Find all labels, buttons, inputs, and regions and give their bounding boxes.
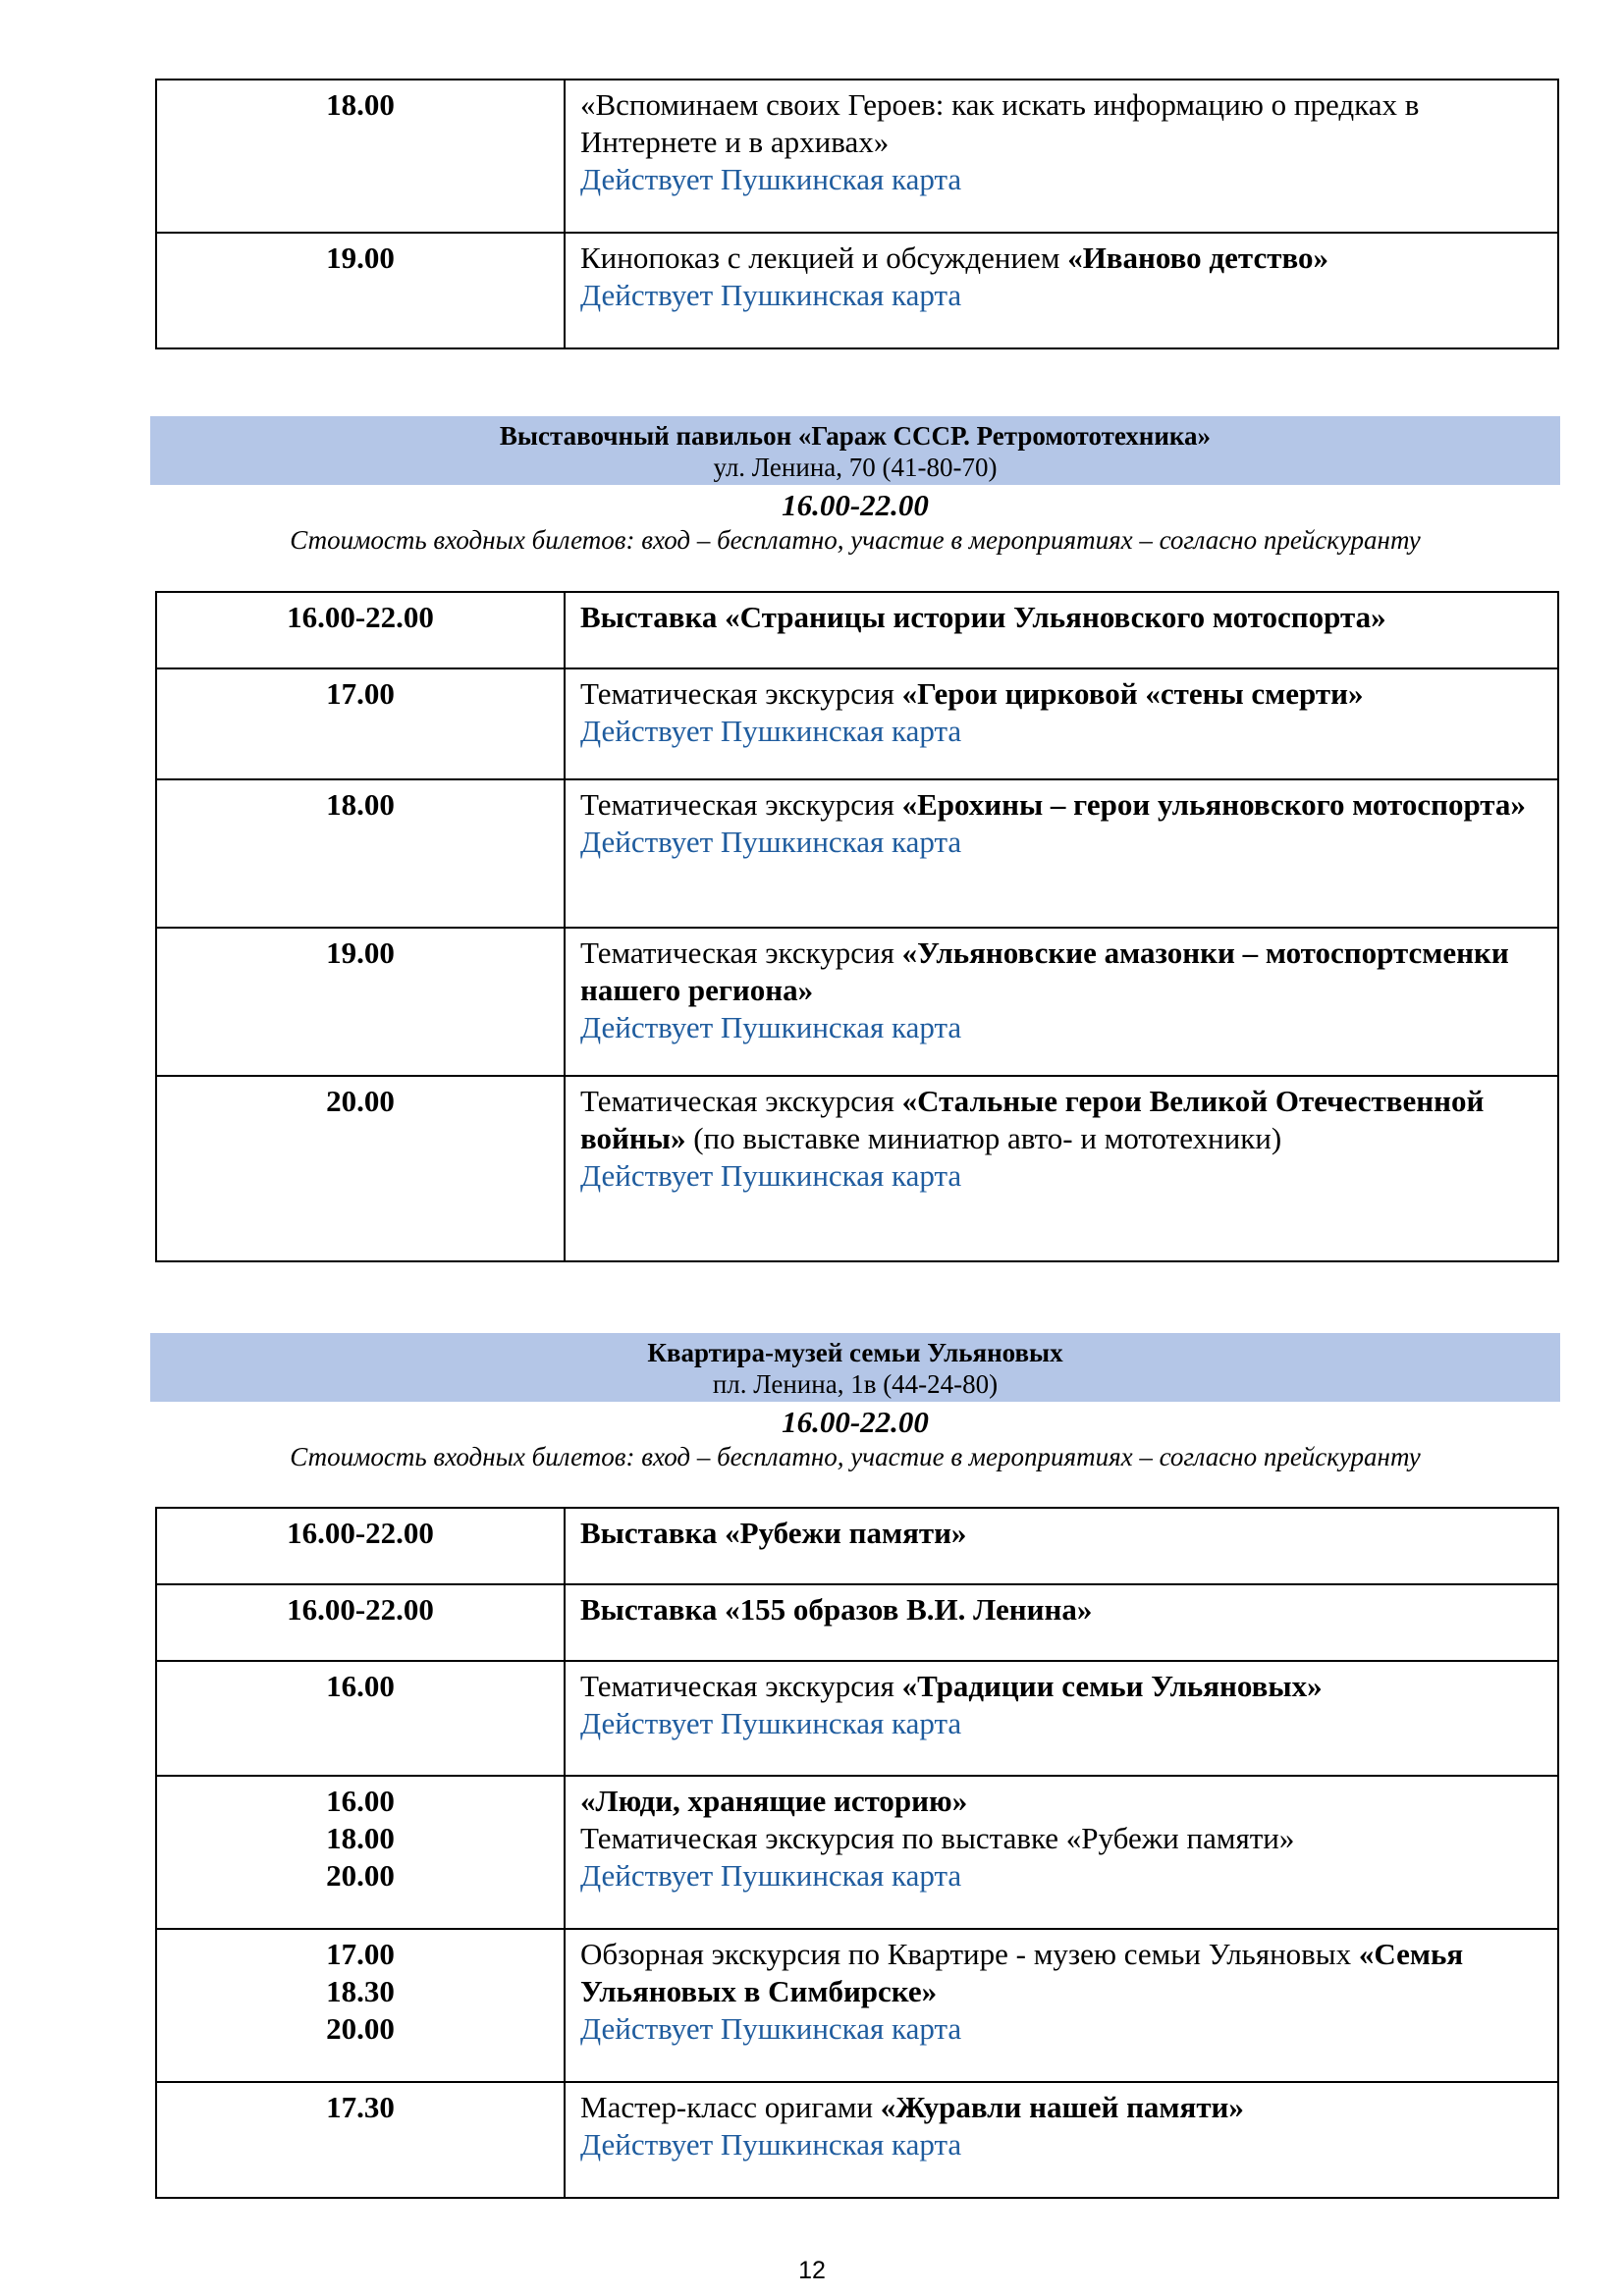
pushkin-card-note[interactable]: Действует Пушкинская карта [580, 1010, 962, 1044]
event-time: 16.00-22.00 [287, 600, 434, 634]
event-time-cell [156, 233, 565, 348]
table-row [156, 1584, 1558, 1661]
event-time: 20.00 [326, 1858, 395, 1893]
event-description: Мастер-класс оригами [580, 2090, 881, 2124]
event-description: Тематическая экскурсия [580, 1084, 902, 1118]
event-title: «Семья Ульяновых в Симбирске» [580, 1937, 1464, 2008]
event-time-cell [156, 2082, 565, 2198]
table-row [156, 779, 1558, 928]
event-time: 20.00 [326, 2011, 395, 2046]
pushkin-card-note[interactable]: Действует Пушкинская карта [580, 1158, 962, 1193]
event-description-cell [565, 1661, 1558, 1776]
event-title: Выставка «155 образов В.И. Ленина» [580, 1592, 1093, 1627]
table-row [156, 1661, 1558, 1776]
event-title: «Ерохины – герои ульяновского мотоспорта» [901, 787, 1526, 822]
event-title: Выставка «Рубежи памяти» [580, 1516, 967, 1550]
venue-header [150, 1333, 1560, 1402]
venue-price-note: Стоимость входных билетов: вход – бесплатно, участие в мероприятиях – согласно прейскуранту [290, 525, 1421, 555]
pushkin-card-note[interactable]: Действует Пушкинская карта [580, 714, 962, 748]
event-time-cell [156, 1584, 565, 1661]
table-row [156, 1929, 1558, 2082]
event-description-suffix: (по выставке миниатюр авто- и мототехники) [685, 1121, 1282, 1155]
event-description-cell [565, 779, 1558, 928]
event-time: 19.00 [326, 240, 395, 275]
venue-address: ул. Ленина, 70 (41-80-70) [713, 453, 998, 482]
schedule-table [155, 1507, 1559, 2199]
event-time: 18.00 [326, 787, 395, 822]
event-title: «Люди, хранящие историю» [580, 1784, 968, 1818]
event-time-cell [156, 1508, 565, 1584]
event-title: «Традиции семьи Ульяновых» [901, 1669, 1323, 1703]
venue-hours: 16.00-22.00 [782, 488, 929, 522]
event-time-cell [156, 779, 565, 928]
event-time: 16.00-22.00 [287, 1516, 434, 1550]
event-time-cell [156, 928, 565, 1076]
event-time: 17.00 [326, 1937, 395, 1971]
event-description-cell [565, 592, 1558, 668]
venue-name: Квартира-музей семьи Ульяновых [647, 1338, 1063, 1367]
event-description: «Вспоминаем своих Героев: как искать информацию о предках в Интернете и в архивах» [580, 87, 1420, 159]
event-description-cell [565, 928, 1558, 1076]
event-description-cell [565, 233, 1558, 348]
event-title: «Иваново детство» [1067, 240, 1328, 275]
event-time: 16.00 [326, 1669, 395, 1703]
event-time-cell [156, 1076, 565, 1261]
pushkin-card-note[interactable]: Действует Пушкинская карта [580, 278, 962, 312]
venue-name: Выставочный павильон «Гараж СССР. Ретромототехника» [499, 421, 1212, 451]
event-time-cell [156, 80, 565, 233]
event-time: 18.00 [326, 87, 395, 122]
table-row [156, 80, 1558, 233]
event-time: 20.00 [326, 1084, 395, 1118]
venue-price-note: Стоимость входных билетов: вход – бесплатно, участие в мероприятиях – согласно прейскуранту [290, 1442, 1421, 1471]
pushkin-card-note[interactable]: Действует Пушкинская карта [580, 162, 962, 196]
pushkin-card-note[interactable]: Действует Пушкинская карта [580, 1858, 962, 1893]
table-row [156, 1776, 1558, 1929]
event-description: Тематическая экскурсия [580, 935, 902, 970]
event-description: Тематическая экскурсия по выставке «Рубежи памяти» [580, 1821, 1295, 1855]
event-time-cell [156, 668, 565, 779]
venue-address: пл. Ленина, 1в (44-24-80) [712, 1369, 999, 1399]
pushkin-card-note[interactable]: Действует Пушкинская карта [580, 825, 962, 859]
event-time: 16.00-22.00 [287, 1592, 434, 1627]
table-row [156, 1508, 1558, 1584]
table-row [156, 928, 1558, 1076]
event-title: «Герои цирковой «стены смерти» [901, 676, 1364, 711]
event-time: 17.00 [326, 676, 395, 711]
event-description-cell [565, 1076, 1558, 1261]
event-time-cell [156, 592, 565, 668]
event-time: 19.00 [326, 935, 395, 970]
event-description: Кинопоказ с лекцией и обсуждением [580, 240, 1068, 275]
table-row [156, 1076, 1558, 1261]
event-description-cell [565, 1584, 1558, 1661]
event-time: 16.00 [326, 1784, 395, 1818]
event-description-cell [565, 1776, 1558, 1929]
event-description-cell [565, 1929, 1558, 2082]
event-description: Тематическая экскурсия [580, 1669, 902, 1703]
event-description-cell [565, 80, 1558, 233]
event-description: Обзорная экскурсия по Квартире - музею семьи Ульяновых [580, 1937, 1359, 1971]
event-description-cell [565, 2082, 1558, 2198]
event-time: 17.30 [326, 2090, 395, 2124]
event-description: Тематическая экскурсия [580, 787, 902, 822]
event-title: «Журавли нашей памяти» [880, 2090, 1244, 2124]
event-description: Тематическая экскурсия [580, 676, 902, 711]
table-row [156, 668, 1558, 779]
table-row [156, 233, 1558, 348]
venue-header [150, 416, 1560, 485]
event-time: 18.00 [326, 1821, 395, 1855]
event-description-cell [565, 668, 1558, 779]
schedule-table [155, 79, 1559, 349]
pushkin-card-note[interactable]: Действует Пушкинская карта [580, 1706, 962, 1740]
venue-hours: 16.00-22.00 [782, 1405, 929, 1439]
page-number: 12 [798, 2257, 826, 2284]
event-title: «Стальные герои Великой Отечественной войны» [580, 1084, 1485, 1155]
pushkin-card-note[interactable]: Действует Пушкинская карта [580, 2127, 962, 2162]
event-time-cell [156, 1661, 565, 1776]
table-row [156, 592, 1558, 668]
schedule-table [155, 591, 1559, 1262]
table-row [156, 2082, 1558, 2198]
event-time-cell [156, 1929, 565, 2082]
event-title: Выставка «Страницы истории Ульяновского мотоспорта» [580, 600, 1386, 634]
pushkin-card-note[interactable]: Действует Пушкинская карта [580, 2011, 962, 2046]
event-description-cell [565, 1508, 1558, 1584]
event-time-cell [156, 1776, 565, 1929]
event-time: 18.30 [326, 1974, 395, 2008]
event-title: «Ульяновские амазонки – мотоспортсменки нашего региона» [580, 935, 1509, 1007]
